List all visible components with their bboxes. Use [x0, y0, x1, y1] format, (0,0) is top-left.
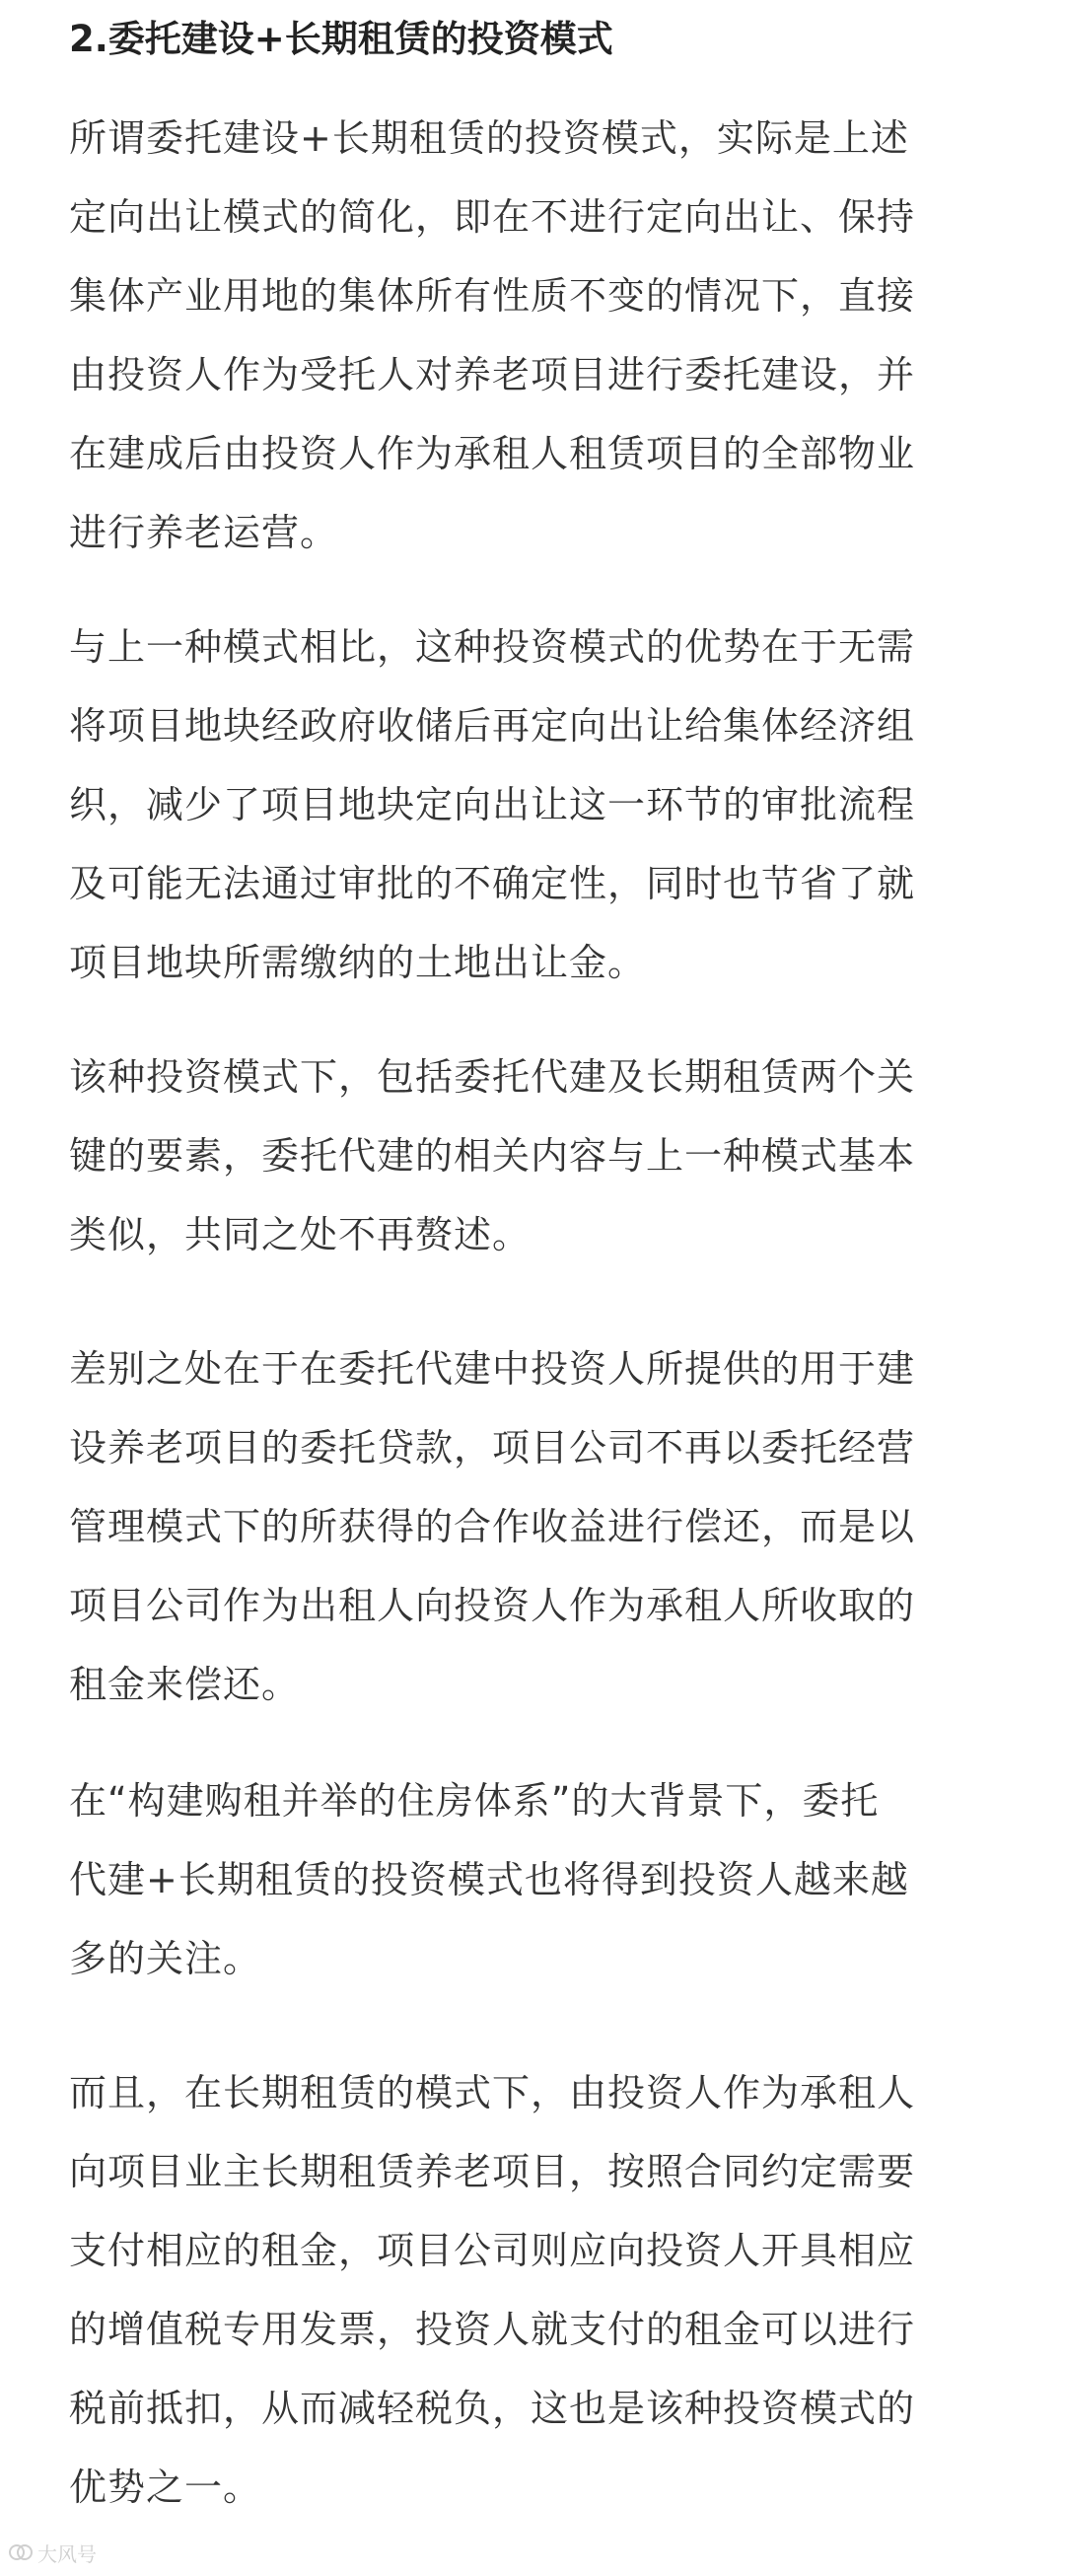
paragraph-line: 优势之一。 [69, 2466, 262, 2509]
paragraph-line: 管理模式下的所获得的合作收益进行偿还，而是以 [69, 1505, 916, 1548]
paragraph-line: 由投资人作为受托人对养老项目进行委托建设，并 [69, 353, 916, 396]
paragraph-line: 多的关注。 [69, 1937, 262, 1980]
paragraph [69, 99, 915, 572]
paragraph-line: 在建成后由投资人作为承租人租赁项目的全部物业 [69, 432, 916, 475]
paragraph-line: 与上一种模式相比，这种投资模式的优势在于无需 [69, 625, 916, 669]
paragraph [69, 2053, 915, 2527]
paragraph-line: 织，减少了项目地块定向出让这一环节的审批流程 [69, 783, 916, 826]
paragraph [69, 608, 915, 1002]
article [69, 0, 996, 2509]
paragraph-line: 税前抵扣，从而减轻税负，这也是该种投资模式的 [69, 2387, 916, 2430]
paragraph [69, 1761, 909, 1998]
paragraph-line: 支付相应的租金，项目公司则应向投资人开具相应 [69, 2229, 916, 2272]
paragraph-line: 定向出让模式的简化，即在不进行定向出让、保持 [69, 195, 916, 239]
paragraph-line: 进行养老运营。 [69, 511, 339, 554]
paragraph-line: 项目地块所需缴纳的土地出让金。 [69, 941, 647, 984]
paragraph-line: 将项目地块经政府收储后再定向出让给集体经济组 [69, 704, 916, 748]
paragraph-line: 的增值税专用发票，投资人就支付的租金可以进行 [69, 2308, 916, 2351]
fengniao-logo-icon [8, 2541, 34, 2563]
paragraph-line: 项目公司作为出租人向投资人作为承租人所收取的 [69, 1584, 916, 1627]
paragraph-line: 代建+长期租赁的投资模式也将得到投资人越来越 [69, 1858, 909, 1901]
paragraph [69, 1329, 915, 1724]
paragraph-line: 在“构建购租并举的住房体系”的大背景下，委托 [69, 1779, 880, 1823]
paragraph-line: 集体产业用地的集体所有性质不变的情况下，直接 [69, 274, 916, 318]
section-title: 2.委托建设+长期租赁的投资模式 [69, 18, 613, 60]
paragraph-line: 向项目业主长期租赁养老项目，按照合同约定需要 [69, 2150, 916, 2193]
paragraph-line: 及可能无法通过审批的不确定性，同时也节省了就 [69, 862, 916, 905]
paragraph-line: 设养老项目的委托贷款，项目公司不再以委托经营 [69, 1426, 916, 1469]
paragraph [69, 1038, 915, 1274]
paragraph-line: 租金来偿还。 [69, 1663, 301, 1706]
paragraph-line: 类似，共同之处不再赘述。 [69, 1213, 532, 1256]
paragraph-line: 该种投资模式下，包括委托代建及长期租赁两个关 [69, 1055, 916, 1099]
paragraph-line: 差别之处在于在委托代建中投资人所提供的用于建 [69, 1347, 916, 1391]
paragraph-line: 所谓委托建设+长期租赁的投资模式，实际是上述 [69, 116, 909, 160]
paragraph-line: 而且，在长期租赁的模式下，由投资人作为承租人 [69, 2071, 916, 2114]
watermark [8, 2537, 97, 2568]
paragraph-line: 键的要素，委托代建的相关内容与上一种模式基本 [69, 1134, 916, 1178]
watermark-text: 大风号 [37, 2543, 97, 2566]
